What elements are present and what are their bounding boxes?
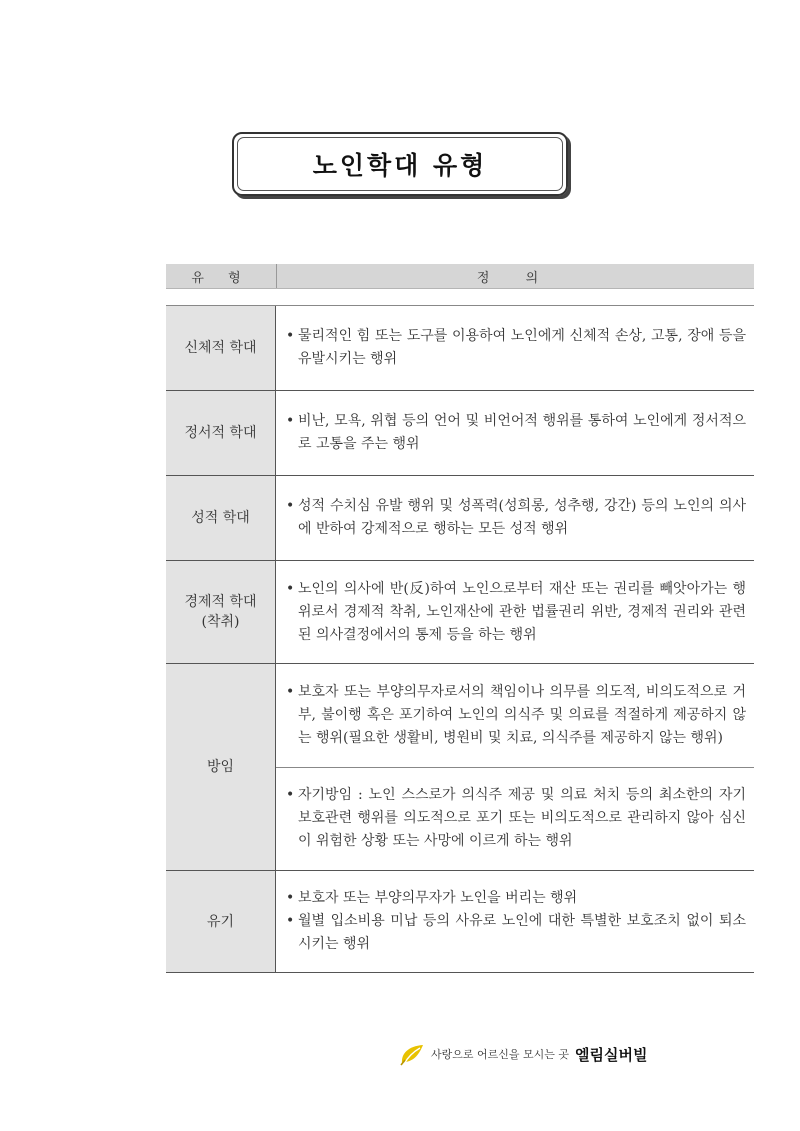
definition-item <box>286 910 746 956</box>
definition-text: 노인의 의사에 반(反)하여 노인으로부터 재산 또는 권리를 빼앗아가는 행위로서 경제적 착취, 노인재산에 관한 법률권리 위반, 경제적 권리와 관련된 의사결정에서의 통제 등을 하는 행위 <box>298 580 746 643</box>
bullet-icon: • <box>286 580 295 597</box>
row-type-label: 유기 <box>206 913 235 930</box>
row-definitions <box>276 391 754 475</box>
table-row <box>166 476 754 561</box>
row-definitions <box>276 664 754 870</box>
definition-text: 성적 수치심 유발 행위 및 성폭력(성희롱, 성추행, 강간) 등의 노인의 의사에 반하여 강제적으로 행하는 모든 성적 행위 <box>298 498 746 537</box>
footer-tagline: 사랑으로 어르신을 모시는 곳 <box>431 1048 570 1061</box>
definition-text: 자기방임 : 노인 스스로가 의식주 제공 및 의료 처치 등의 최소한의 자기 보호관련 행위를 의도적으로 포기 또는 비의도적으로 관리하지 않아 심신이 위험한 상황 또는 사망에 이르게 하는 행위 <box>298 787 746 850</box>
row-definitions <box>276 306 754 390</box>
row-type-label: 신체적 학대 <box>184 340 257 356</box>
row-type-label: 성적 학대 <box>191 510 250 526</box>
definition-text: 물리적인 힘 또는 도구를 이용하여 노인에게 신체적 손상, 고통, 장애 등을 유발시키는 행위 <box>298 328 746 367</box>
row-type-sublabel: (착취) <box>201 614 240 630</box>
row-type <box>166 391 276 475</box>
definition-item <box>286 410 746 456</box>
definition-item <box>286 681 746 750</box>
definition-text: 보호자 또는 부양의무자로서의 책임이나 의무를 의도적, 비의도적으로 거부, 불이행 혹은 포기하여 노인의 의식주 및 의료를 적절하게 제공하지 않는 행위(필요한 생활비, 병원비 및 치료, 의식주를 제공하지 않는 행위) <box>298 683 746 746</box>
definition-item <box>286 495 746 541</box>
bullet-icon: • <box>286 787 295 804</box>
bullet-icon: • <box>286 328 295 344</box>
header-definition: 정 의 <box>476 270 555 286</box>
definition-block <box>276 664 754 767</box>
header-spacer <box>166 289 754 306</box>
bullet-icon: • <box>286 683 295 700</box>
bullet-icon: • <box>286 890 295 906</box>
row-type <box>166 561 276 663</box>
table-row <box>166 664 754 871</box>
row-type-label: 방임 <box>206 759 235 775</box>
definition-block <box>276 391 754 475</box>
title-box <box>232 132 568 196</box>
title-box-inner <box>237 137 563 191</box>
definition-block <box>276 306 754 390</box>
table-header <box>166 264 754 289</box>
definition-text: 보호자 또는 부양의무자가 노인을 버리는 행위 <box>298 890 578 906</box>
row-type-label: 경제적 학대 <box>184 594 257 610</box>
footer-brand: 엘림실버빌 <box>575 1045 648 1064</box>
row-definitions <box>276 871 754 972</box>
table-row <box>166 871 754 973</box>
header-type: 유 형 <box>166 264 277 288</box>
definition-block <box>276 476 754 560</box>
definition-text: 월별 입소비용 미납 등의 사유로 노인에 대한 특별한 보호조치 없이 퇴소시키는 행위 <box>298 913 746 952</box>
table-row <box>166 561 754 664</box>
table-row <box>166 391 754 476</box>
bullet-icon: • <box>286 913 295 929</box>
bullet-icon: • <box>286 498 295 514</box>
definition-item <box>286 325 746 371</box>
bullet-icon: • <box>286 413 295 429</box>
definition-text: 비난, 모욕, 위협 등의 언어 및 비언어적 행위를 통하여 노인에게 정서적으로 고통을 주는 행위 <box>298 413 746 452</box>
leaf-logo-icon <box>399 1042 425 1066</box>
definition-block <box>276 561 754 663</box>
row-definitions <box>276 476 754 560</box>
row-type <box>166 476 276 560</box>
row-type <box>166 306 276 390</box>
footer <box>399 1040 647 1068</box>
definition-item <box>286 784 746 853</box>
definition-block <box>276 767 754 871</box>
page-title: 노인학대 유형 <box>312 151 488 180</box>
table-row <box>166 306 754 391</box>
row-type <box>166 871 276 972</box>
row-definitions <box>276 561 754 663</box>
definition-item <box>286 887 746 910</box>
row-type-label: 정서적 학대 <box>184 425 257 441</box>
definition-block <box>276 871 754 972</box>
abuse-types-table <box>166 264 754 973</box>
definition-item <box>286 578 746 647</box>
row-type <box>166 664 276 870</box>
